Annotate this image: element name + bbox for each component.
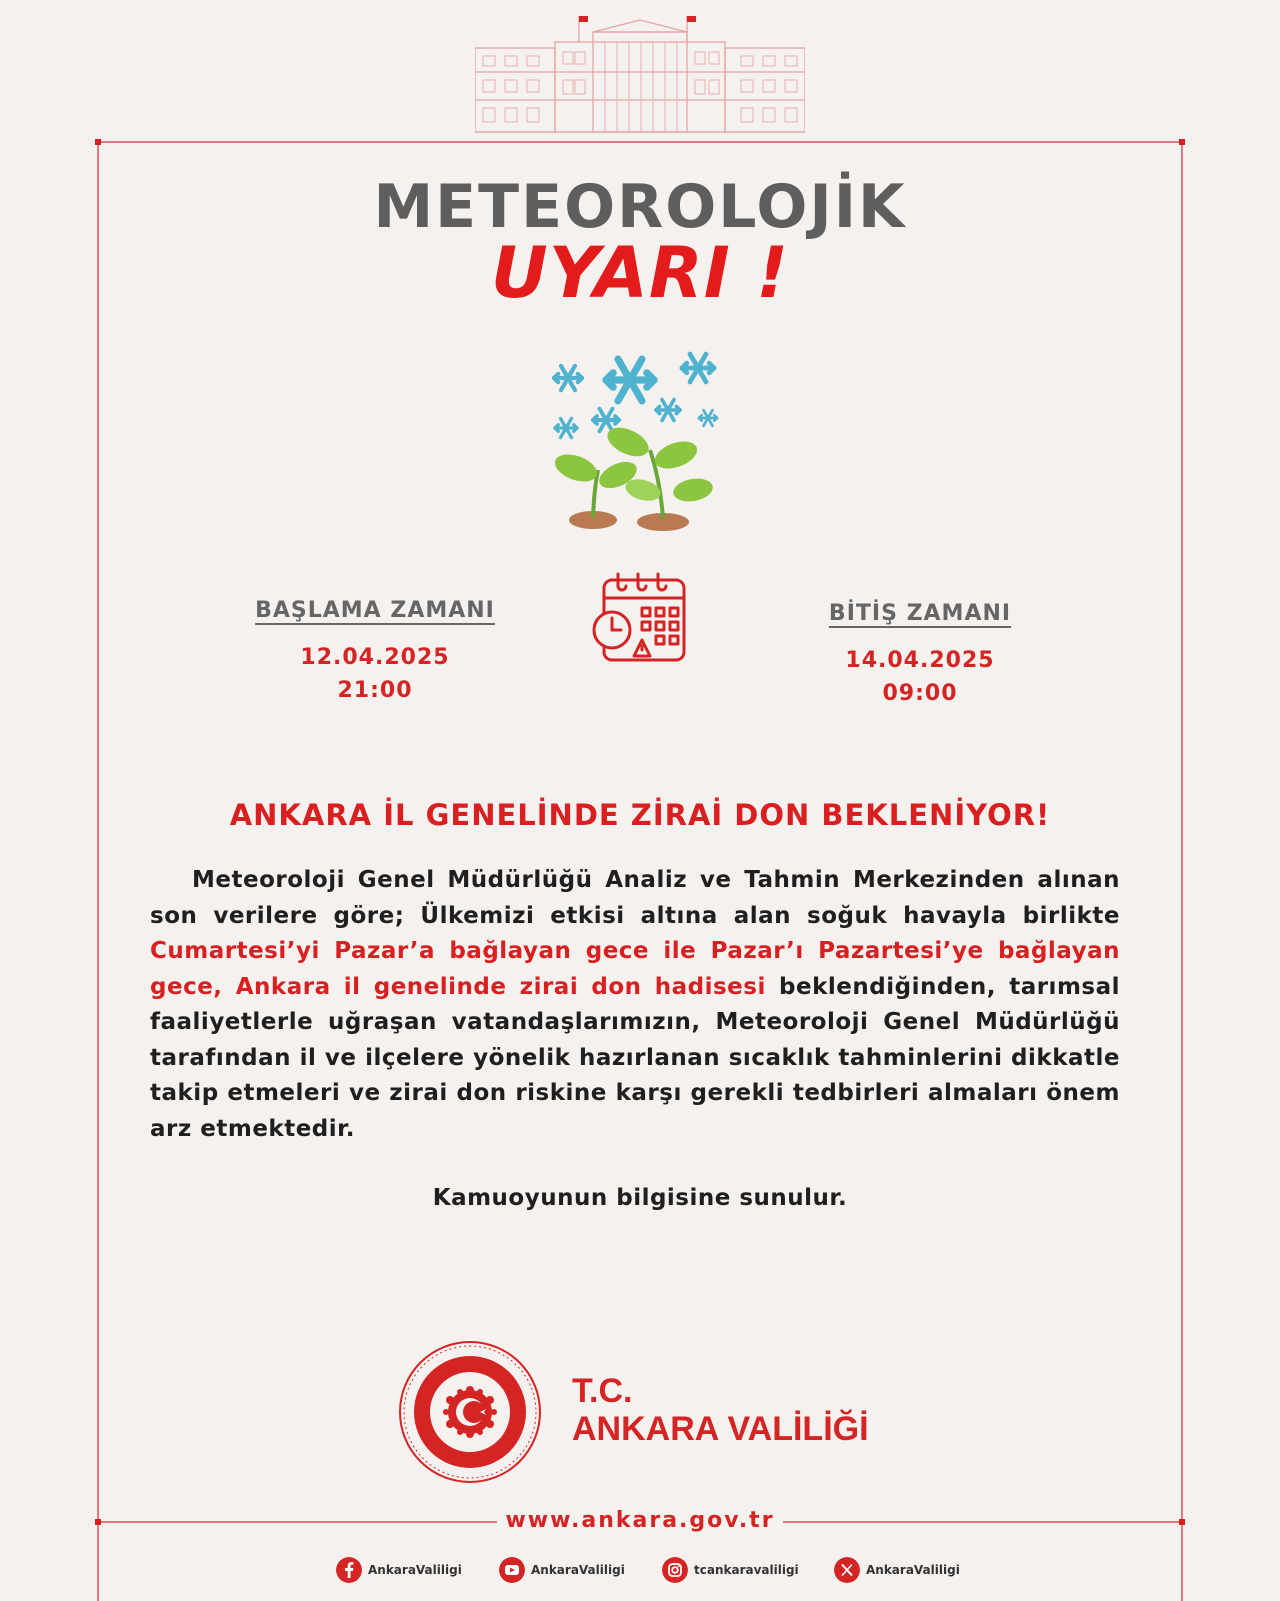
body-text-highlight: Cumartesi’yi Pazar’a bağlayan gece ile Pazar’ı Pazartesi’ye bağlayan gece, Ankara il genelinde zirai don hadisesi (150, 938, 1120, 1000)
end-time: 09:00 (882, 681, 958, 706)
calendar-clock-warning-icon (590, 568, 690, 666)
instagram-link[interactable] (662, 1555, 799, 1585)
warning-headline: ANKARA İL GENELİNDE ZİRAİ DON BEKLENİYOR! (229, 798, 1051, 832)
frame-left-border (97, 141, 99, 1601)
frame-corner-dot (95, 139, 101, 145)
frame-corner-dot (1179, 1519, 1185, 1525)
start-time: 21:00 (337, 678, 413, 703)
x-handle: AnkaraValiligi (866, 1563, 960, 1577)
footer-divider (97, 1521, 497, 1523)
warning-body-paragraph (150, 863, 1120, 1147)
government-building-icon (475, 12, 805, 136)
alert-title: METEOROLOJİK (373, 172, 907, 242)
x-icon (834, 1557, 860, 1583)
youtube-icon (499, 1557, 525, 1583)
org-abbreviation: T.C. (572, 1372, 633, 1410)
facebook-link[interactable] (336, 1555, 462, 1585)
website-link[interactable]: www.ankara.gov.tr (505, 1508, 775, 1533)
footer-divider (783, 1521, 1183, 1523)
facebook-icon (336, 1557, 362, 1583)
start-date: 12.04.2025 (300, 645, 450, 670)
end-time-label: BİTİŞ ZAMANI (828, 601, 1012, 626)
youtube-link[interactable] (499, 1555, 625, 1585)
instagram-icon (662, 1557, 688, 1583)
org-name: ANKARA VALİLİĞİ (572, 1410, 869, 1448)
closing-statement: Kamuoyunun bilgisine sunulur. (432, 1185, 848, 1211)
frame-corner-dot (95, 1519, 101, 1525)
body-text-part: beklendiğinden, tarımsal faaliyetlerle uğraşan vatandaşlarımızın, Meteoroloji Genel Müdürlüğü tarafından il ve ilçelere yönelik hazırlanan sıcaklık tahminlerini dikkatle takip etmeleri ve zirai don riskine karşı gerekli tedbirleri almaları önem arz etmektedir. (150, 973, 1120, 1142)
x-link[interactable] (834, 1555, 960, 1585)
ankara-governorship-seal-logo (398, 1340, 542, 1484)
instagram-handle: tcankaravaliligi (694, 1563, 799, 1577)
youtube-handle: AnkaraValiligi (531, 1563, 625, 1577)
alert-subtitle: UYARI ! (490, 232, 790, 314)
frame-top-border (97, 141, 1183, 143)
frame-right-border (1181, 141, 1183, 1601)
body-text-part: Meteoroloji Genel Müdürlüğü Analiz ve Tahmin Merkezinden alınan son verilere göre; Ülkemizi etkisi altına alan soğuk havayla birlikte (150, 867, 1120, 929)
frame-corner-dot (1179, 139, 1185, 145)
frost-on-seedlings-icon (548, 350, 748, 545)
facebook-handle: AnkaraValiligi (368, 1563, 462, 1577)
end-date: 14.04.2025 (845, 648, 995, 673)
start-time-label: BAŞLAMA ZAMANI (255, 598, 495, 623)
